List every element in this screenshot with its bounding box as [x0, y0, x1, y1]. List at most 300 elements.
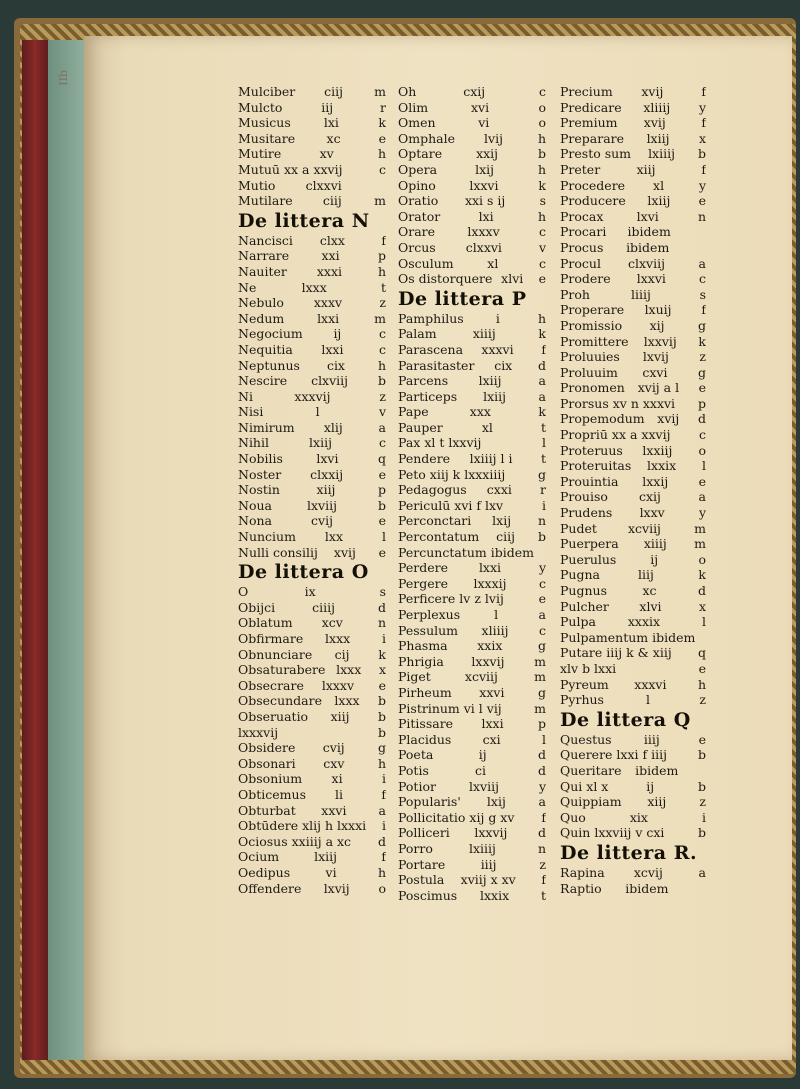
- index-letter: i: [702, 809, 706, 825]
- index-word: Quo: [560, 809, 586, 825]
- index-letter: d: [537, 357, 546, 373]
- index-word: Procari: [560, 224, 607, 240]
- index-entry: [238, 756, 386, 772]
- index-entry: [398, 732, 546, 748]
- index-folio: xxxi: [316, 263, 342, 279]
- index-letter: f: [541, 872, 546, 888]
- index-entry: [398, 498, 546, 514]
- index-folio: l: [645, 692, 650, 708]
- index-word: Nisi: [238, 404, 264, 420]
- index-entry: [398, 435, 546, 451]
- index-letter: m: [534, 653, 546, 669]
- index-letter: [372, 178, 386, 194]
- index-folio: lxij: [492, 513, 512, 529]
- index-entry: [560, 334, 706, 350]
- index-word: Premium: [560, 115, 618, 131]
- index-word: Narrare: [238, 248, 290, 264]
- index-folio: cij: [334, 646, 350, 662]
- index-word: xlv b lxxi: [560, 660, 617, 676]
- index-word: Nuncium: [238, 529, 296, 545]
- index-word: Nequitia: [238, 341, 293, 357]
- index-letter: n: [697, 208, 706, 224]
- index-folio: lxxi: [478, 560, 502, 576]
- index-word: lxxxvij: [238, 724, 279, 740]
- index-entry: [238, 162, 386, 178]
- index-entry: [398, 716, 546, 732]
- index-entry: [560, 193, 706, 209]
- index-folio: xxxvij: [294, 388, 331, 404]
- index-word: Postula: [398, 872, 445, 888]
- index-folio: ibidem: [635, 762, 679, 778]
- index-entry: [398, 100, 546, 116]
- index-entry: [238, 264, 386, 280]
- index-folio: lxxi: [317, 310, 340, 326]
- index-letter: y: [698, 505, 706, 521]
- index-word: Mutire: [238, 146, 282, 162]
- index-word: Phasma: [398, 638, 448, 654]
- index-folio: clxviij: [627, 255, 665, 271]
- index-folio: ij: [646, 778, 655, 794]
- index-folio: ij: [478, 747, 487, 763]
- index-folio: ibidem: [625, 880, 669, 896]
- index-word: Parascena: [398, 341, 464, 357]
- index-letter: h: [697, 676, 706, 692]
- index-entry: [238, 326, 386, 342]
- index-letter: c: [538, 575, 546, 591]
- index-entry: [560, 224, 706, 240]
- index-entry: [398, 389, 546, 405]
- index-folio: i: [495, 310, 500, 326]
- index-entry: [398, 224, 546, 240]
- index-entry: [398, 841, 546, 857]
- index-letter: h: [537, 208, 546, 224]
- index-entry: [398, 888, 546, 904]
- index-letter: c: [538, 622, 546, 638]
- index-folio: lxxx: [334, 693, 360, 709]
- section-heading: De littera O: [238, 561, 369, 584]
- index-letter: m: [694, 536, 706, 552]
- index-folio: lxxx: [325, 631, 351, 646]
- index-word: Nescire: [238, 373, 288, 389]
- index-folio: xxi s ij: [464, 193, 506, 209]
- index-word: Nostin: [238, 482, 280, 498]
- index-folio: lxvij: [323, 880, 350, 896]
- index-letter: a: [698, 864, 706, 880]
- index-word: Nobilis: [238, 451, 283, 467]
- index-word: Pulpamentum ibidem: [560, 629, 696, 645]
- index-entry: [398, 420, 546, 436]
- index-letter: o: [538, 99, 546, 115]
- index-word: Periculū xvi f lxv: [398, 497, 504, 513]
- index-entry: [238, 115, 386, 131]
- index-letter: h: [377, 864, 386, 880]
- index-word: Obseruatio: [238, 708, 309, 724]
- index-word: Phrigia: [398, 653, 444, 669]
- index-word: Pronomen: [560, 380, 625, 396]
- index-entry: [560, 458, 706, 474]
- index-folio: xxxv: [313, 295, 343, 311]
- index-word: Obsidere: [238, 740, 296, 756]
- index-word: Polliceri: [398, 825, 450, 841]
- margin-note: IIb: [57, 70, 70, 86]
- index-letter: e: [698, 660, 706, 676]
- index-folio: cvij: [311, 513, 333, 529]
- index-letter: z: [379, 388, 386, 404]
- index-entry: [560, 396, 706, 412]
- index-entry: [238, 435, 386, 451]
- index-folio: lxxxv: [467, 224, 500, 240]
- index-word: Noster: [238, 466, 282, 482]
- index-folio: iiij: [480, 856, 497, 872]
- index-entry: [560, 115, 706, 131]
- index-letter: l: [702, 458, 706, 474]
- index-letter: f: [701, 115, 706, 131]
- index-letter: z: [379, 295, 386, 311]
- index-letter: e: [378, 677, 386, 693]
- index-letter: k: [378, 646, 386, 662]
- index-folio: lxxx: [336, 662, 362, 678]
- index-entry: [560, 178, 706, 194]
- index-word: Obsecundare: [238, 693, 322, 709]
- index-word: Procus: [560, 239, 604, 255]
- index-letter: k: [378, 115, 386, 131]
- index-word: Procedere: [560, 177, 626, 193]
- index-folio: lxxij: [642, 473, 669, 489]
- index-letter: y: [698, 99, 706, 115]
- index-letter: x: [378, 662, 386, 678]
- index-entry: [238, 146, 386, 162]
- index-folio: xl: [487, 255, 499, 271]
- index-letter: f: [701, 84, 706, 99]
- index-entry: [560, 536, 706, 552]
- index-folio: [514, 810, 532, 826]
- index-folio: cix: [494, 357, 513, 373]
- index-folio: xcv: [321, 615, 343, 631]
- index-folio: xviij x xv: [460, 872, 516, 888]
- index-letter: l: [382, 529, 386, 545]
- index-letter: g: [537, 638, 546, 654]
- index-entry: [238, 311, 386, 327]
- index-folio: xxvi: [321, 802, 347, 818]
- index-word: Mutuū xx a xxvij: [238, 161, 343, 177]
- index-folio: liij: [638, 567, 654, 583]
- index-letter: q: [697, 645, 706, 661]
- index-entry: [238, 178, 386, 194]
- index-entry: [238, 818, 386, 834]
- index-entry: [398, 404, 546, 420]
- index-entry: [238, 100, 386, 116]
- index-letter: s: [379, 584, 386, 600]
- index-entry: [560, 131, 706, 147]
- index-entry: [238, 803, 386, 819]
- index-folio: vi: [325, 864, 337, 880]
- index-word: Oratio: [398, 193, 439, 209]
- index-word: Nihil: [238, 435, 269, 451]
- index-letter: [692, 240, 706, 256]
- index-folio: cix: [326, 357, 345, 373]
- index-folio: lxij: [486, 794, 506, 810]
- index-word: Oh: [398, 84, 417, 99]
- index-word: Pistrinum vi l vij: [398, 700, 502, 716]
- index-letter: t: [380, 279, 386, 295]
- index-word: Pulcher: [560, 598, 609, 614]
- index-folio: clxxvi: [305, 177, 342, 193]
- index-folio: lxxxv: [321, 677, 355, 693]
- index-folio: l: [315, 404, 320, 420]
- index-letter: d: [377, 833, 386, 849]
- index-entry: [398, 84, 546, 100]
- index-folio: [505, 467, 532, 483]
- index-word: Os distorquere: [398, 271, 493, 287]
- index-word: Prouintia: [560, 473, 619, 489]
- index-letter: a: [538, 794, 546, 810]
- index-folio: lxuij: [644, 302, 672, 318]
- index-folio: clxx: [319, 232, 345, 248]
- index-folio: [503, 498, 532, 514]
- index-letter: h: [537, 161, 546, 177]
- index-entry: [398, 209, 546, 225]
- index-entry: [560, 583, 706, 599]
- index-word: Presto sum: [560, 146, 632, 162]
- index-letter: k: [698, 567, 706, 583]
- index-word: Mutilare: [238, 193, 293, 209]
- index-entry: [238, 342, 386, 358]
- index-entry: [238, 709, 386, 725]
- index-word: Percunctatum ibidem: [398, 544, 534, 560]
- index-entry: [560, 443, 706, 459]
- index-folio: cvij: [322, 740, 345, 756]
- index-letter: e: [538, 591, 546, 607]
- index-entry: [560, 162, 706, 178]
- index-folio: ciiij: [312, 599, 335, 615]
- index-folio: lxx: [324, 529, 344, 545]
- index-entry: [238, 131, 386, 147]
- index-word: Nulli consilij: [238, 544, 318, 560]
- index-entry: [398, 115, 546, 131]
- index-entry: [238, 498, 386, 514]
- index-letter: v: [378, 404, 386, 420]
- index-folio: lxiij: [483, 388, 507, 404]
- index-word: Ocium: [238, 849, 280, 865]
- index-word: Pamphilus: [398, 310, 464, 326]
- index-entry: [398, 513, 546, 529]
- index-letter: h: [377, 357, 386, 373]
- index-folio: xxx: [469, 404, 491, 420]
- index-folio: xxxix: [627, 614, 661, 630]
- index-letter: a: [538, 373, 546, 389]
- index-folio: xxix: [477, 638, 503, 654]
- index-letter: e: [698, 731, 706, 747]
- index-word: Perdere: [398, 560, 448, 576]
- index-word: Propemodum: [560, 411, 645, 427]
- index-entry: [238, 545, 386, 561]
- index-letter: p: [377, 482, 386, 498]
- index-folio: xiij: [330, 708, 350, 724]
- index-folio: lxiij: [309, 435, 332, 451]
- index-word: Procax: [560, 208, 604, 224]
- index-word: Popularis': [398, 794, 461, 810]
- index-folio: cxij: [463, 84, 486, 99]
- index-entry: [560, 100, 706, 116]
- index-folio: lxiiij: [468, 840, 496, 856]
- index-entry: [398, 193, 546, 209]
- index-folio: lxiij: [478, 373, 502, 389]
- index-entry: [398, 654, 546, 670]
- index-word: Obsonium: [238, 771, 303, 787]
- index-letter: z: [699, 692, 706, 708]
- index-folio: [670, 427, 692, 443]
- index-folio: xcvij: [633, 864, 663, 880]
- index-word: Questus: [560, 731, 612, 747]
- index-letter: h: [377, 755, 386, 771]
- index-folio: iiij: [643, 731, 660, 747]
- index-letter: i: [382, 818, 386, 834]
- index-letter: h: [377, 146, 386, 162]
- index-entry: [238, 647, 386, 663]
- index-word: Properare: [560, 302, 625, 318]
- index-folio: clxxvi: [465, 239, 502, 255]
- index-word: Palam: [398, 326, 437, 342]
- index-entry: [238, 631, 386, 647]
- index-entry: [560, 240, 706, 256]
- index-folio: [278, 725, 372, 741]
- index-entry: [238, 600, 386, 616]
- index-letter: p: [697, 395, 706, 411]
- index-entry: [398, 358, 546, 374]
- index-entry: [398, 810, 546, 826]
- index-word: Predicare: [560, 99, 622, 115]
- index-letter: a: [378, 802, 386, 818]
- index-word: Proteruitas: [560, 458, 632, 474]
- index-folio: xiiij: [643, 536, 667, 552]
- index-entry: [560, 661, 706, 677]
- index-letter: c: [538, 84, 546, 99]
- index-entry: [560, 287, 706, 303]
- index-letter: m: [694, 520, 706, 536]
- index-folio: ciij: [322, 193, 342, 209]
- index-folio: xcviij: [627, 520, 661, 536]
- section-heading: De littera P: [398, 287, 527, 310]
- index-letter: e: [698, 193, 706, 209]
- index-word: Perplexus: [398, 607, 461, 622]
- index-folio: [504, 591, 532, 607]
- index-letter: b: [697, 146, 706, 162]
- index-letter: f: [381, 849, 386, 865]
- index-word: Quin lxxviij v cxi: [560, 825, 665, 841]
- index-folio: lxi: [323, 115, 339, 131]
- index-letter: c: [538, 255, 546, 271]
- index-letter: g: [537, 466, 546, 482]
- index-folio: lxi: [478, 208, 494, 224]
- index-word: Perconctari: [398, 513, 472, 529]
- index-letter: f: [701, 161, 706, 177]
- index-word: Mutio: [238, 177, 276, 193]
- index-folio: cxvi: [642, 364, 668, 380]
- index-folio: xl: [653, 177, 665, 193]
- index-letter: n: [537, 840, 546, 856]
- index-word: Pessulum: [398, 622, 459, 638]
- index-word: Obticemus: [238, 786, 306, 802]
- index-letter: d: [697, 411, 706, 427]
- index-folio: lxxx: [301, 279, 327, 295]
- index-folio: lxxvij: [643, 333, 677, 349]
- index-column-2: [398, 84, 546, 903]
- index-letter: f: [381, 786, 386, 802]
- index-word: Optare: [398, 146, 443, 162]
- index-letter: b: [377, 497, 386, 513]
- index-word: Pitissare: [398, 716, 454, 732]
- index-word: Obturbat: [238, 802, 296, 818]
- index-entry: [560, 318, 706, 334]
- index-entry: [560, 677, 706, 693]
- index-word: Pugnus: [560, 583, 607, 598]
- index-letter: p: [377, 248, 386, 264]
- section-heading: De littera N: [238, 209, 370, 232]
- index-folio: xliiij: [643, 99, 671, 115]
- index-letter: a: [538, 388, 546, 404]
- index-entry: [398, 373, 546, 389]
- index-word: Pendere: [398, 451, 451, 467]
- index-word: Procul: [560, 255, 601, 271]
- index-word: Opera: [398, 161, 438, 177]
- section-heading: De littera R.: [560, 841, 698, 864]
- index-entry: [398, 451, 546, 467]
- index-letter: k: [538, 326, 546, 342]
- index-word: Proluuies: [560, 349, 620, 365]
- index-folio: lxxv: [639, 505, 665, 521]
- index-letter: d: [697, 583, 706, 598]
- index-letter: h: [537, 130, 546, 146]
- index-column-3: [560, 84, 706, 896]
- index-folio: xiiij: [472, 326, 496, 342]
- index-word: Orator: [398, 208, 441, 224]
- index-folio: cxij: [638, 489, 661, 505]
- index-entry: [238, 280, 386, 296]
- index-letter: c: [378, 326, 386, 342]
- index-folio: ix: [304, 584, 316, 600]
- index-letter: y: [538, 778, 546, 794]
- index-word: Pax xl t lxxvij: [398, 435, 482, 451]
- index-word: Pugna: [560, 567, 600, 583]
- index-letter: t: [540, 451, 546, 467]
- index-word: Olim: [398, 99, 429, 115]
- index-letter: b: [537, 146, 546, 162]
- index-word: Putare iiij k & xiij: [560, 645, 672, 661]
- index-entry: [398, 794, 546, 810]
- index-entry: [238, 373, 386, 389]
- index-folio: lxiij: [314, 849, 338, 865]
- index-word: Omphale: [398, 130, 456, 146]
- index-word: Portare: [398, 856, 446, 872]
- index-word: Musitare: [238, 130, 296, 146]
- index-word: Proluuim: [560, 364, 618, 380]
- index-folio: xiij: [316, 482, 336, 498]
- index-entry: [560, 865, 706, 881]
- index-entry: [560, 645, 706, 661]
- index-letter: c: [378, 161, 386, 177]
- index-word: Placidus: [398, 731, 452, 747]
- index-entry: [238, 451, 386, 467]
- index-word: O: [238, 584, 249, 600]
- index-word: Ni: [238, 388, 253, 404]
- index-word: Mulciber: [238, 84, 296, 99]
- index-word: Offendere: [238, 880, 302, 896]
- index-folio: ibidem: [627, 224, 671, 240]
- index-letter: [695, 630, 706, 646]
- index-letter: c: [698, 427, 706, 443]
- index-folio: lxxix: [480, 887, 510, 903]
- index-letter: b: [697, 825, 706, 841]
